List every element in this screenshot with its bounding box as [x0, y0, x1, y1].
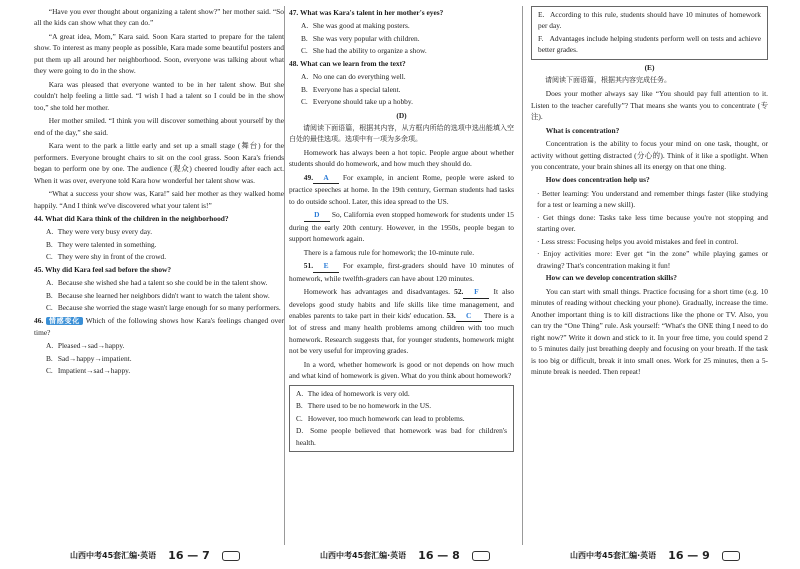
option-label: C.	[46, 365, 53, 375]
blank-49-text: For example, in ancient Rome, people were asked to practice speeches at home. In the 19th century, German students had tasks to do outside school. Later, this idea spread to the US.	[289, 172, 514, 206]
footer-right	[570, 549, 740, 563]
footer-page-number: 16 — 8	[418, 549, 460, 563]
option-text: Pleased→sad→happy.	[56, 341, 125, 351]
answer-option	[34, 290, 284, 301]
answer-option	[289, 45, 514, 56]
answer-option	[34, 340, 284, 351]
option-label: C.	[296, 413, 303, 423]
option-label: A.	[296, 388, 304, 398]
option-text: They were talented in something.	[56, 239, 157, 249]
answer-option	[538, 9, 761, 32]
answer-option	[34, 353, 284, 364]
answer-option	[34, 226, 284, 237]
option-label: B.	[301, 33, 308, 43]
story-paragraph: Kara was pleased that everyone wanted to be in her talent show. But she couldn't help feeling a little sad. “I wish I had a talent so I could be in the show too,” she told her mother.	[34, 79, 284, 112]
option-text: According to this rule, students should have 10 minutes of homework per day.	[538, 10, 761, 31]
footer-left	[70, 549, 240, 563]
blank-49-answer: A	[313, 172, 339, 184]
answer-option	[296, 425, 507, 448]
publisher-logo-icon	[222, 551, 240, 561]
benefit-item: · Better learning: You understand and remember things faster (like studying for a test or learning a new skill).	[537, 188, 768, 210]
blank-51-answer: E	[313, 260, 339, 272]
story-paragraph: Kara went to the park a little early and set up a small stage (舞台) for the performers. Everyone brought chairs to sit on the cool grass. Soon Kara's friends began to perform one by one. The audience (观众) cheered loudly after each act. When it was over, everyone told Kara how wonderful her talent show was.	[34, 141, 284, 185]
question-47: 47. What was Kara's talent in her mother's eyes?	[289, 8, 444, 17]
story-paragraph: Her mother smiled. “I think you will discover something about yourself by the end of the day,” she said.	[34, 116, 284, 137]
option-text: There used to be no homework in the US.	[306, 401, 432, 411]
homework-para-2: There is a famous rule for homework; the 10-minute rule.	[303, 247, 475, 257]
footer-page-number: 16 — 7	[168, 549, 210, 563]
question-47-options	[289, 20, 514, 56]
footer-book-title: 山西中考45套汇编·英语	[70, 550, 157, 560]
question-45: 45. Why did Kara feel sad before the show?	[34, 264, 172, 274]
homework-para-3: Homework has advantages and disadvantages.	[303, 287, 451, 297]
footer-middle	[320, 549, 490, 563]
question-44: 44. What did Kara think of the children in the neighborhood?	[34, 213, 229, 223]
blank-52-53-para	[289, 286, 514, 357]
story-paragraph: “Have you ever thought about organizing a talent show?” her mother said. “So all the kids can show what they can do.”	[34, 7, 284, 28]
option-label: C.	[46, 303, 53, 313]
option-label: F.	[538, 33, 544, 43]
option-label: B.	[301, 84, 308, 94]
homework-para-1: Homework has always been a hot topic. People argue about whether students should do homework, and how much they should do.	[289, 147, 514, 169]
question-48-options	[289, 71, 514, 107]
options-box-bottom	[531, 6, 768, 60]
footer-book-title: 山西中考45套汇编·英语	[320, 550, 407, 560]
answer-option	[289, 71, 514, 82]
story-paragraph: “A great idea, Mom,” Kara said. Soon Kara started to prepare for the talent show. To interest as many people as possible, Kara made some beautiful posters and put them up all around her neighborhood. Soon, everyone was talking about what they were going to do in the show.	[34, 31, 284, 76]
blank-53-text: There is a lot of stress and many health problems among children with too much homework. Research suggests that, for younger students, homework might not be very useful for improving grades.	[289, 311, 514, 356]
option-text: She was good at making posters.	[311, 21, 410, 31]
answer-option	[34, 239, 284, 250]
option-label: B.	[46, 239, 53, 249]
benefit-list	[531, 188, 768, 271]
option-label: A.	[46, 227, 54, 237]
question-48: 48. What can we learn from the text?	[289, 58, 406, 68]
option-label: A.	[301, 21, 309, 31]
concentration-intro: Does your mother always say like “You should pay full attention to it. Listen to the teacher carefully”? That means she wants you to concentrate (专注).	[531, 89, 768, 122]
question-46	[34, 315, 284, 338]
question-45-options	[34, 277, 284, 313]
column-middle	[284, 6, 514, 545]
option-text: Advantages include helping students perform well on tests and achieve better grades.	[538, 33, 761, 55]
option-text: Everyone has a special talent.	[311, 84, 401, 94]
question-46-number: 46.	[34, 315, 44, 325]
blank-53-answer: C	[456, 310, 482, 322]
publisher-logo-icon	[472, 551, 490, 561]
section-d-instructions: 请阅读下面语篇，根据其内容，从方框内所给的选项中选出能填入空白处的最佳选项。选项中有一项为多余项。	[289, 124, 514, 144]
section-e-heading: (E)	[644, 62, 655, 72]
question-44-options	[34, 226, 284, 262]
concentration-definition: Concentration is the ability to focus your mind on one task, thought, or activity without getting distracted (分心的). Think of it like a spotlight. When you concentrate, your brain shines all its energy on that one thing.	[531, 139, 768, 171]
blank-50-para	[289, 209, 514, 244]
question-46-stem: Which of the following shows how Kara's feelings changed over time?	[34, 315, 284, 337]
blank-49-number: 49.	[303, 172, 314, 182]
option-text: Some people believed that homework was bad for children's health.	[296, 426, 507, 447]
option-text: They were very busy every day.	[56, 227, 153, 237]
options-box-top	[289, 385, 514, 452]
section-e-instructions: 请阅读下面语篇，根据其内容完成任务。	[545, 76, 671, 85]
blank-52-number: 52.	[454, 287, 464, 297]
option-text: Sad→happy→impatient.	[56, 353, 132, 363]
blank-52-text: It also develops good study habits and life skills like time management, and enables parents to take part in their kids' education.	[289, 287, 514, 320]
benefit-item: · Enjoy activities more: Ever get “in the zone” while playing games or drawing? That's concentration making it fun!	[537, 249, 768, 270]
story-paragraph: “What a success your show was, Kara!” said her mother as they walked home happily. “And I think we've discovered what your talent is!”	[34, 189, 284, 210]
option-label: D.	[296, 426, 304, 436]
option-label: A.	[301, 72, 309, 82]
answer-option	[289, 96, 514, 107]
option-text: She had the ability to organize a show.	[311, 46, 427, 56]
heading-how-develop: How can we develop concentration skills?	[545, 273, 677, 283]
option-label: E.	[538, 10, 545, 19]
benefit-item: · Get things done: Tasks take less time because you're not stopping and starting over.	[537, 212, 768, 234]
footer-book-title: 山西中考45套汇编·英语	[570, 550, 657, 560]
option-text: However, too much homework can lead to problems.	[306, 413, 465, 423]
answer-option	[296, 413, 507, 424]
answer-option	[289, 84, 514, 95]
heading-how-help: How does concentration help us?	[545, 175, 650, 185]
answer-option	[296, 388, 507, 399]
option-label: C.	[301, 46, 308, 56]
blank-53-number: 53.	[446, 311, 456, 320]
option-text: The idea of homework is very old.	[306, 388, 410, 398]
option-label: C.	[46, 252, 53, 262]
story-text	[34, 6, 284, 211]
blank-52-answer: F	[463, 286, 489, 298]
option-text: Everyone should take up a hobby.	[311, 97, 413, 107]
option-label: B.	[46, 290, 53, 300]
option-text: Because she learned her neighbors didn't want to watch the talent show.	[56, 290, 270, 300]
column-right	[522, 6, 768, 545]
answer-option	[34, 251, 284, 262]
column-left	[34, 6, 284, 545]
option-label: B.	[46, 353, 53, 363]
option-text: No one can do everything well.	[311, 72, 406, 82]
blank-51-text: For example, first-graders should have 10 minutes of homework, while twelfth-graders can have about 120 minutes.	[289, 261, 514, 283]
option-text: Because she worried the stage wasn't large enough for so many performers.	[56, 303, 281, 313]
option-text: Impatient→sad→happy.	[56, 365, 131, 375]
option-label: B.	[296, 401, 303, 411]
answer-option	[34, 365, 284, 376]
option-text: Because she wished she had a talent so she could be in the talent show.	[56, 278, 268, 288]
answer-option	[289, 33, 514, 44]
question-46-tag: 情感变化	[46, 317, 83, 325]
option-text: She was very popular with children.	[311, 33, 420, 43]
section-d-heading: (D)	[396, 110, 407, 120]
option-label: A.	[46, 278, 54, 288]
blank-50-answer: D	[304, 209, 330, 221]
answer-option	[34, 302, 284, 313]
blank-49-para	[289, 172, 514, 207]
benefit-item: · Less stress: Focusing helps you avoid mistakes and feel in control.	[537, 236, 739, 246]
answer-option	[538, 33, 761, 56]
develop-text: You can start with small things. Practice focusing for a short time (e.g. 10 minutes of reading without checking your phone). Gradually, increase the time. Another important thing is to kill distractions like the phone or TV. Also, you can try the “One Thing” rule. Ask yourself: “What's the ONE thing I need to do right now?” Write it down and stick to it. In your free time, you could spend 2 to 5 minutes daily just breathing deeply and focusing on your breath. If the task is too big or difficult, break it into small ones. Work for 25 minutes, then a 5-minute break is needed. Then repeat!	[531, 286, 768, 376]
homework-para-4: In a word, whether homework is good or not depends on how much and what kind of homework is given. What do you think about homework?	[289, 359, 514, 381]
option-label: A.	[46, 341, 54, 351]
option-label: C.	[301, 97, 308, 107]
answer-option	[34, 277, 284, 288]
option-text: They were shy in front of the crowd.	[56, 252, 167, 262]
blank-50-text: So, California even stopped homework for students under 15 during the early 20th century. However, in the 1950s, people began to support homework again.	[289, 210, 514, 244]
footer-page-number: 16 — 9	[668, 549, 710, 563]
publisher-logo-icon	[722, 551, 740, 561]
blank-51-number: 51.	[303, 261, 314, 271]
heading-what-is: What is concentration?	[545, 125, 620, 135]
question-46-options	[34, 340, 284, 376]
blank-51-para	[289, 260, 514, 284]
answer-option	[296, 400, 507, 411]
answer-option	[289, 20, 514, 31]
